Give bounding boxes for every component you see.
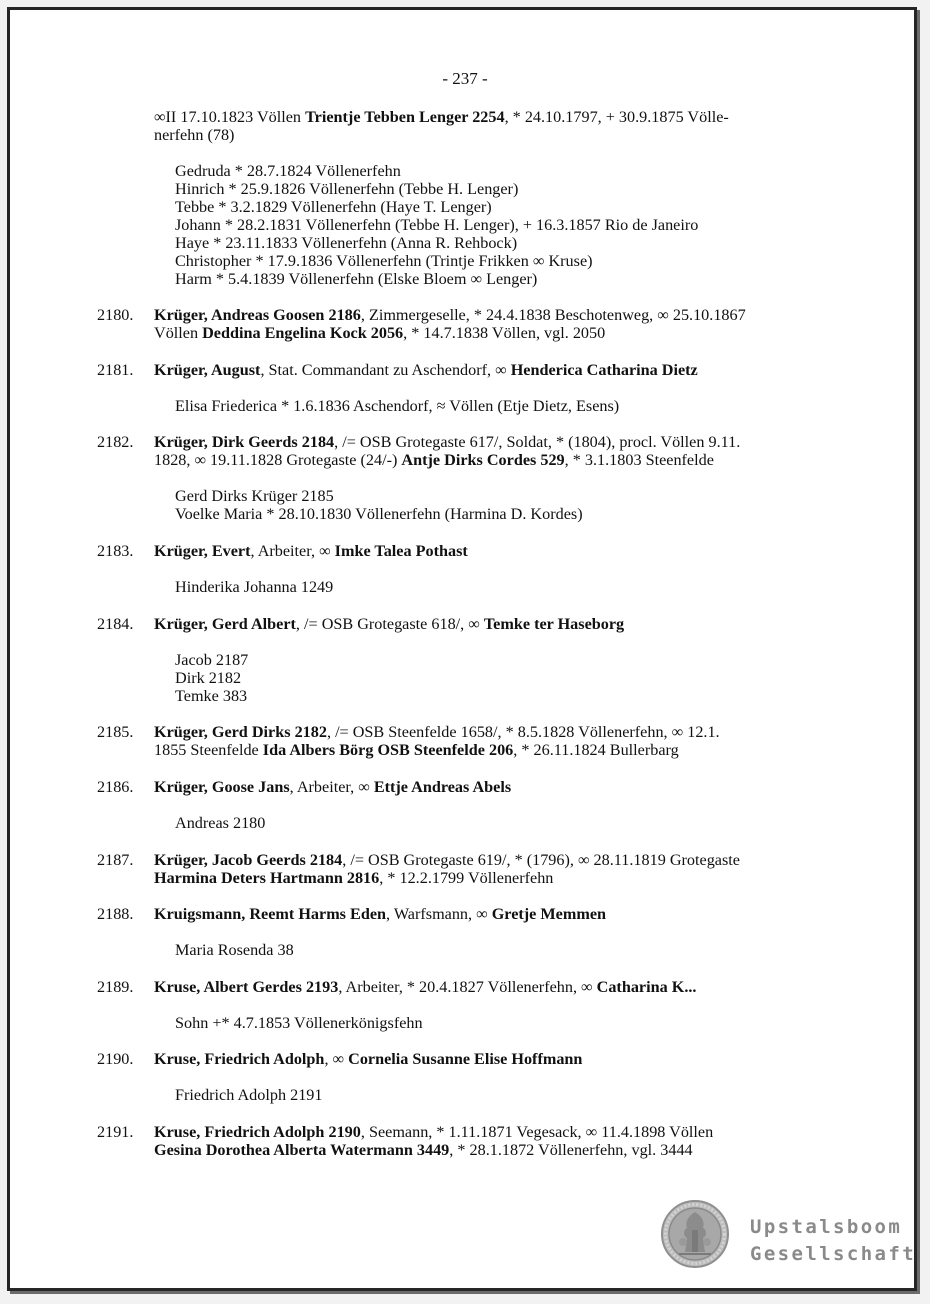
text-segment: , * 28.1.1872 Völlenerfehn, vgl. 3444 — [449, 1141, 693, 1159]
watermark-line-1: Upstalsboom — [750, 1216, 903, 1238]
continuation-line-2: nerfehn (78) — [154, 126, 235, 144]
bold-name: Kruse, Albert Gerdes 2193 — [154, 978, 339, 996]
child-line: Hinderika Johanna 1249 — [175, 578, 334, 596]
child-line: Jacob 2187 — [175, 651, 249, 669]
entry-line-1 — [154, 905, 606, 923]
child-line: Johann * 28.2.1831 Völlenerfehn (Tebbe H. Lenger), + 16.3.1857 Rio de Janeiro — [175, 216, 699, 234]
entry-number: 2186. — [97, 778, 134, 796]
bold-name: Temke ter Haseborg — [483, 615, 625, 633]
entry-number: 2190. — [97, 1050, 134, 1068]
bold-name: Cornelia Susanne Elise Hoffmann — [348, 1050, 583, 1068]
text-segment: , /= OSB Grotegaste 619/, * (1796), ∞ 28.11.1819 Grotegaste — [342, 851, 740, 869]
entry-number: 2182. — [97, 433, 134, 451]
bold-name: Deddina Engelina Kock 2056 — [202, 324, 404, 342]
bold-name: Krüger, Goose Jans — [154, 778, 290, 796]
text-segment: , Warfsmann, ∞ — [386, 905, 492, 923]
text-segment: , Stat. Commandant zu Aschendorf, ∞ — [260, 361, 511, 379]
entry-number: 2180. — [97, 306, 134, 324]
bold-name: Gesina Dorothea Alberta Watermann 3449 — [154, 1141, 450, 1159]
entry-line-2 — [154, 741, 679, 759]
text-segment: , * 12.2.1799 Völlenerfehn — [379, 869, 554, 887]
text-segment: Völlen — [154, 324, 203, 342]
entry-number: 2189. — [97, 978, 134, 996]
bold-name: Krüger, Jacob Geerds 2184 — [154, 851, 343, 869]
child-line: Friedrich Adolph 2191 — [175, 1086, 323, 1104]
text-segment: , /= OSB Grotegaste 617/, Soldat, * (1804), procl. Völlen 9.11. — [334, 433, 741, 451]
entry-line-2 — [154, 1141, 693, 1159]
bold-name: Antje Dirks Cordes 529 — [401, 451, 565, 469]
entry-line-1 — [154, 361, 698, 379]
entry-line-2 — [154, 324, 605, 342]
entry-line-1 — [154, 723, 720, 741]
child-line: Temke 383 — [175, 687, 248, 705]
entry-number: 2183. — [97, 542, 134, 560]
entry-line-1 — [154, 1050, 582, 1068]
entry-line-1 — [154, 851, 740, 869]
seal-logo-icon — [661, 1200, 729, 1268]
child-line: Hinrich * 25.9.1826 Völlenerfehn (Tebbe H. Lenger) — [175, 180, 519, 198]
bold-name: Henderica Catharina Dietz — [510, 361, 698, 379]
bold-name: Harmina Deters Hartmann 2816 — [154, 869, 380, 887]
child-line: Haye * 23.11.1833 Völlenerfehn (Anna R. Rehbock) — [175, 234, 518, 252]
entry-line-1 — [154, 978, 696, 996]
bold-name: Krüger, Gerd Dirks 2182 — [154, 723, 327, 741]
text-segment: , /= OSB Steenfelde 1658/, * 8.5.1828 Völlenerfehn, ∞ 12.1. — [326, 723, 720, 741]
child-line: Maria Rosenda 38 — [175, 941, 294, 959]
bold-name: Ida Albers Börg OSB Steenfelde 206 — [262, 741, 514, 759]
text-segment: , ∞ — [324, 1050, 349, 1068]
child-line: Andreas 2180 — [175, 814, 266, 832]
bold-name: Krüger, August — [154, 361, 261, 379]
child-line: Gedruda * 28.7.1824 Völlenerfehn — [175, 162, 401, 180]
text-segment: , Arbeiter, * 20.4.1827 Völlenerfehn, ∞ — [338, 978, 597, 996]
entry-line-2 — [154, 451, 714, 469]
bold-name: Gretje Memmen — [491, 905, 607, 923]
child-line: Dirk 2182 — [175, 669, 242, 687]
text-segment: , Seemann, * 1.11.1871 Vegesack, ∞ 11.4.1898 Völlen — [360, 1123, 714, 1141]
child-line: Tebbe * 3.2.1829 Völlenerfehn (Haye T. Lenger) — [175, 198, 492, 216]
text-segment: 1855 Steenfelde — [154, 741, 263, 759]
text-segment: , * 26.11.1824 Bullerbarg — [513, 741, 679, 759]
child-line: Christopher * 17.9.1836 Völlenerfehn (Trintje Frikken ∞ Kruse) — [175, 252, 593, 270]
text-segment: , Zimmergeselle, * 24.4.1838 Beschotenweg, ∞ 25.10.1867 — [360, 306, 746, 324]
text-segment: , * 3.1.1803 Steenfelde — [564, 451, 714, 469]
child-line: Voelke Maria * 28.10.1830 Völlenerfehn (Harmina D. Kordes) — [175, 505, 583, 523]
entry-number: 2181. — [97, 361, 134, 379]
entry-line-1 — [154, 778, 511, 796]
entry-line-1 — [154, 1123, 713, 1141]
text-segment: , Arbeiter, ∞ — [289, 778, 374, 796]
continuation-line-1: ∞II 17.10.1823 Völlen Trientje Tebben Lenger 2254, * 24.10.1797, + 30.9.1875 Völle- — [154, 108, 729, 126]
bold-name: Ettje Andreas Abels — [373, 778, 512, 796]
bold-name: Kruse, Friedrich Adolph — [154, 1050, 325, 1068]
watermark-line-2: Gesellschaft — [750, 1243, 917, 1265]
bold-name: Catharina K... — [596, 978, 697, 996]
text-segment: , * 14.7.1838 Völlen, vgl. 2050 — [403, 324, 606, 342]
child-line: Elisa Friederica * 1.6.1836 Aschendorf, ≈ Völlen (Etje Dietz, Esens) — [175, 397, 620, 415]
bold-name: Krüger, Dirk Geerds 2184 — [154, 433, 335, 451]
child-line: Harm * 5.4.1839 Völlenerfehn (Elske Bloem ∞ Lenger) — [175, 270, 538, 288]
child-line: Sohn +* 4.7.1853 Völlenerkönigsfehn — [175, 1014, 423, 1032]
bold-name: Krüger, Andreas Goosen 2186 — [154, 306, 361, 324]
entry-line-1 — [154, 542, 468, 560]
entry-number: 2188. — [97, 905, 134, 923]
entry-line-1 — [154, 306, 746, 324]
entry-line-1 — [154, 433, 740, 451]
text-segment: , Arbeiter, ∞ — [250, 542, 335, 560]
page-number: - 237 - — [442, 69, 488, 88]
child-line: Gerd Dirks Krüger 2185 — [175, 487, 334, 505]
entry-line-2 — [154, 869, 553, 887]
text-segment: , /= OSB Grotegaste 618/, ∞ — [295, 615, 484, 633]
bold-name: Kruigsmann, Reemt Harms Eden — [154, 905, 387, 923]
bold-name: Krüger, Gerd Albert — [154, 615, 296, 633]
entry-line-1 — [154, 615, 624, 633]
entry-number: 2187. — [97, 851, 134, 869]
bold-name: Krüger, Evert — [154, 542, 251, 560]
entry-number: 2185. — [97, 723, 134, 741]
entry-number: 2191. — [97, 1123, 134, 1141]
text-segment: 1828, ∞ 19.11.1828 Grotegaste (24/-) — [154, 451, 402, 469]
entry-number: 2184. — [97, 615, 134, 633]
bold-name: Imke Talea Pothast — [334, 542, 468, 560]
bold-name: Kruse, Friedrich Adolph 2190 — [154, 1123, 361, 1141]
